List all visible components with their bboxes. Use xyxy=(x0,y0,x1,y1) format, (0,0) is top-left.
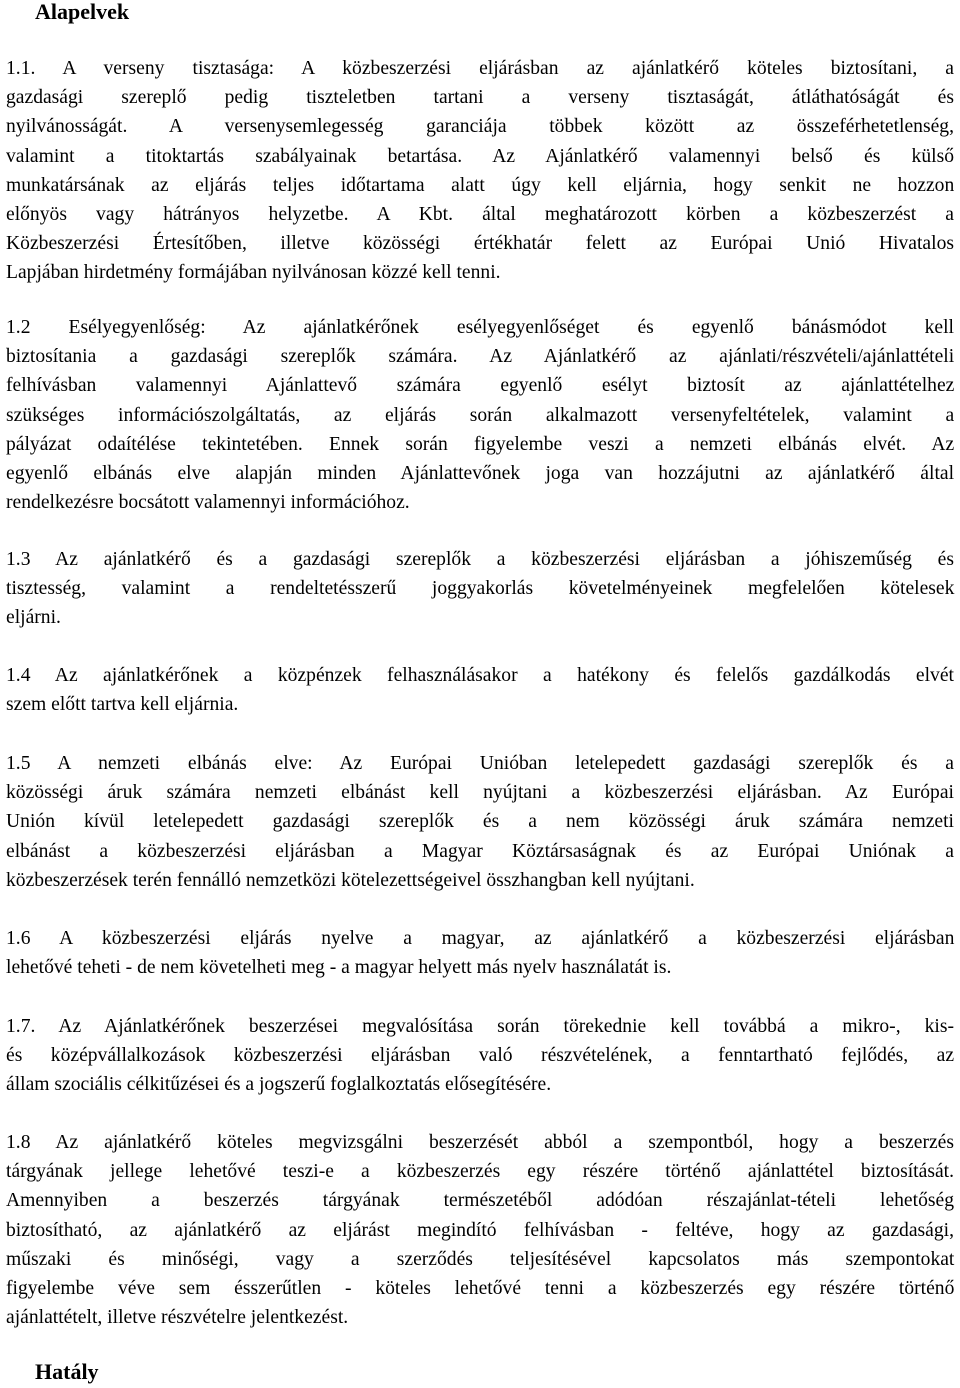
text-line: 1.3 Az ajánlatkérő és a gazdasági szereplők a közbeszerzési eljárásban a jóhiszeműség és xyxy=(6,549,954,570)
text-line: elbánást a közbeszerzési eljárásban a Magyar Köztársaságnak és az Európai Uniónak a xyxy=(6,840,954,862)
text-line: biztosítania a gazdasági szereplők számára. Az Ajánlatkérő az ajánlati/részvételi/ajánlattételi xyxy=(6,346,955,368)
text-line: egyenlő elbánás elve alapján minden Ajánlattevőnek joga van hozzájutni az ajánlatkérő által xyxy=(6,462,955,484)
text-line: ajánlattételt, illetve részvételre jelentkezést. xyxy=(6,1307,349,1329)
text-line: 1.2 Esélyegyenlőség: Az ajánlatkérőnek esélyegyenlőséget és egyenlő bánásmódot kell xyxy=(6,317,954,338)
section-heading-alapelvek: Alapelvek xyxy=(35,0,130,24)
text-line: eljárni. xyxy=(6,607,61,629)
text-line: Amennyiben a beszerzés tárgyának természetéből adódóan részajánlat-tételi lehetőség xyxy=(6,1190,954,1212)
text-line: 1.1. A verseny tisztasága: A közbeszerzési eljárásban az ajánlatkérő köteles biztosítani, a xyxy=(6,58,954,79)
text-line: gazdasági szereplő pedig tiszteletben tartani a verseny tisztaságát, átláthatóságát és xyxy=(6,87,954,109)
text-line: szem előtt tartva kell eljárnia. xyxy=(6,694,239,716)
text-line: 1.5 A nemzeti elbánás elve: Az Európai Unióban letelepedett gazdasági szereplők és a xyxy=(6,753,954,774)
text-line: lehetővé teheti - de nem követelheti meg - a magyar helyett más nyelv használatát is. xyxy=(6,957,672,979)
text-line: közösségi áruk számára nemzeti elbánást kell nyújtani a közbeszerzési eljárásban. Az Európai xyxy=(6,782,954,804)
text-line: tárgyának jellege lehetővé teszi-e a közbeszerzés egy részére történő ajánlattétel biztosítását. xyxy=(6,1161,954,1183)
paragraph-1-7 xyxy=(6,1012,954,1100)
text-line: előnyös vagy hátrányos helyzetbe. A Kbt. által meghatározott körben a közbeszerzést a xyxy=(6,203,954,225)
text-line: valamint a titoktartás szabályainak betartása. Az Ajánlatkérő valamennyi belső és külső xyxy=(6,145,955,167)
text-line: pályázat odaítélése tekintetében. Ennek során figyelembe veszi a nemzeti elbánás elvét. Az xyxy=(6,433,955,455)
paragraph-1-5 xyxy=(6,749,954,895)
text-line: figyelembe véve sem ésszerűtlen - köteles lehetővé tenni a közbeszerzés egy részére történő xyxy=(6,1277,955,1299)
text-line: 1.7. Az Ajánlatkérőnek beszerzései megvalósítása során törekednie kell továbbá a mikro-, kis- xyxy=(6,1016,954,1037)
text-line: rendelkezésre bocsátott valamennyi információhoz. xyxy=(6,492,410,514)
text-line: szükséges információszolgáltatás, az eljárás során alkalmazott versenyfeltételek, valamint a xyxy=(6,404,955,426)
text-line: biztosítható, az ajánlatkérő az eljárást megindító felhívásban - feltéve, hogy az gazdasági, xyxy=(6,1219,954,1241)
text-line: nyilvánosságát. A versenysemlegesség garanciája többek között az összeférhetetlenség, xyxy=(6,116,954,138)
paragraph-1-3 xyxy=(6,545,954,633)
text-line: Közbeszerzési Értesítőben, illetve közösségi értékhatár felett az Európai Unió Hivatalos xyxy=(6,233,954,255)
text-line: állam szociális célkitűzései és a jogszerű foglalkoztatás elősegítésére. xyxy=(6,1074,552,1096)
paragraph-1-6 xyxy=(6,924,954,982)
text-line: Unión kívül letelepedett gazdasági szereplők és a nem közösségi áruk számára nemzeti xyxy=(6,811,954,833)
text-line: Lapjában hirdetmény formájában nyilvánosan közzé kell tenni. xyxy=(6,262,501,284)
paragraph-1-2 xyxy=(6,313,954,517)
text-line: és középvállalkozások közbeszerzési eljárásban való részvételének, a fenntartható fejlődés, az xyxy=(6,1045,955,1067)
text-line: 1.8 Az ajánlatkérő köteles megvizsgálni beszerzését abból a szempontból, hogy a beszerzés xyxy=(6,1132,954,1153)
text-line: felhívásban valamennyi Ajánlattevő számára egyenlő esélyt biztosít az ajánlattételhez xyxy=(6,375,955,397)
section-heading-hataly: Hatály xyxy=(35,1359,99,1384)
paragraph-1-1 xyxy=(6,54,954,288)
text-line: közbeszerzések terén fennálló nemzetközi kötelezettségeivel összhangban kell nyújtani. xyxy=(6,869,695,891)
paragraph-1-8 xyxy=(6,1128,954,1332)
text-line: műszaki és minőségi, vagy a szerződés teljesítésével kapcsolatos más szempontokat xyxy=(6,1248,955,1270)
paragraph-1-4 xyxy=(6,661,954,719)
text-line: 1.4 Az ajánlatkérőnek a közpénzek felhasználásakor a hatékony és felelős gazdálkodás elvét xyxy=(6,665,954,686)
text-line: tisztesség, valamint a rendeltetésszerű joggyakorlás követelményeinek megfelelően kötelesek xyxy=(6,578,955,600)
text-line: 1.6 A közbeszerzési eljárás nyelve a magyar, az ajánlatkérő a közbeszerzési eljárásban xyxy=(6,928,955,949)
text-line: munkatársának az eljárás teljes időtartama alatt úgy kell eljárnia, hogy senkit ne hozzon xyxy=(6,174,955,196)
